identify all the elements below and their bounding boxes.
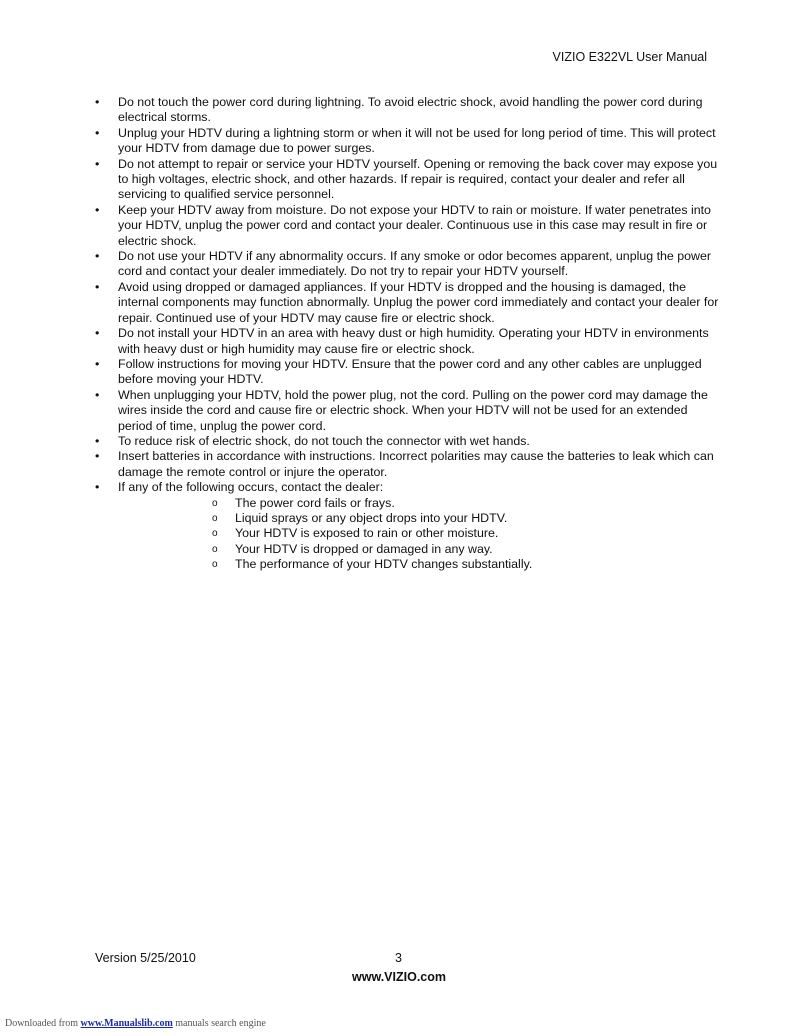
manualslib-link[interactable]: www.Manualslib.com [80, 1018, 173, 1029]
bullet-icon: • [95, 480, 100, 495]
list-item: • Follow instructions for moving your HDTV. Ensure that the power cord and any other cables are unplugged before moving your HDTV. [95, 356, 702, 387]
dealer-conditions-sublist [118, 496, 720, 573]
list-item: • Insert batteries in accordance with instructions. Incorrect polarities may cause the batteries to leak which can damage the remote control or injure the operator. [95, 449, 714, 479]
hollow-bullet-icon: o [212, 528, 218, 540]
safety-instructions-list [95, 95, 720, 573]
bullet-icon: • [95, 356, 100, 371]
list-item: • Do not use your HDTV if any abnormality occurs. If any smoke or odor becomes apparent, unplug the power cord and contact your dealer immediately. Do not try to repair your HDTV yourself. [95, 249, 711, 279]
hollow-bullet-icon: o [212, 497, 218, 509]
sublist-item: o The power cord fails or frays. [212, 495, 395, 510]
list-item: • Avoid using dropped or damaged appliances. If your HDTV is dropped and the housing is damaged, the internal components may function abnormally. Unplug the power cord immediately and contact your dealer for repair. Continued use of your HDTV may cause fire or electric shock. [95, 279, 719, 325]
list-item: • Keep your HDTV away from moisture. Do not expose your HDTV to rain or moisture. If water penetrates into your HDTV, unplug the power cord and contact your dealer. Continuous use in this case may result in fire or electric shock. [95, 202, 711, 248]
bullet-icon: • [95, 449, 100, 464]
bullet-icon: • [95, 279, 100, 294]
sublist-item: o Liquid sprays or any object drops into your HDTV. [212, 510, 508, 525]
hollow-bullet-icon: o [212, 543, 218, 555]
bullet-icon: • [95, 387, 100, 402]
sublist-item: o The performance of your HDTV changes substantially. [212, 557, 533, 572]
list-item: • When unplugging your HDTV, hold the power plug, not the cord. Pulling on the power cord may damage the wires inside the cord and cause fire or electric shock. When your HDTV will not be used for an extended period of time, unplug the power cord. [95, 387, 708, 433]
list-item: • Unplug your HDTV during a lightning storm or when it will not be used for long period of time. This will protect your HDTV from damage due to power surges. [95, 125, 716, 156]
list-item: • To reduce risk of electric shock, do not touch the connector with wet hands. [95, 433, 530, 448]
list-item: • Do not install your HDTV in an area with heavy dust or high humidity. Operating your HDTV in environments with heavy dust or high humidity may cause fire or electric shock. [95, 326, 709, 356]
footer-website: www.VIZIO.com [352, 970, 446, 984]
list-item: • If any of the following occurs, contact the dealer: o The power cord fails or frays. o Liquid sprays or any object drops into your HDTV. o Your HDTV is exposed to rain or other moisture. o Your HDTV is dropped or damaged in any way. o The performance of your HDTV changes substantially. [95, 480, 720, 572]
bullet-icon: • [95, 326, 100, 341]
page-number: 3 [395, 951, 402, 965]
download-watermark [5, 1018, 266, 1029]
list-item: • Do not touch the power cord during lightning. To avoid electric shock, avoid handling the power cord during electrical storms. [95, 95, 703, 125]
bullet-icon: • [95, 202, 100, 217]
list-item: • Do not attempt to repair or service your HDTV yourself. Opening or removing the back cover may expose you to high voltages, electric shock, and other hazards. If repair is required, contact your dealer and refer all servicing to qualified service personnel. [95, 156, 718, 202]
watermark-prefix: Downloaded from [5, 1018, 79, 1029]
hollow-bullet-icon: o [212, 512, 218, 524]
bullet-icon: • [95, 125, 100, 140]
footer-version: Version 5/25/2010 [95, 951, 196, 965]
bullet-icon: • [95, 433, 100, 448]
watermark-suffix: manuals search engine [175, 1018, 266, 1029]
sublist-item: o Your HDTV is dropped or damaged in any way. [212, 541, 493, 556]
hollow-bullet-icon: o [212, 559, 218, 571]
bullet-icon: • [95, 156, 100, 171]
bullet-icon: • [95, 249, 100, 264]
document-header-title: VIZIO E322VL User Manual [552, 50, 707, 64]
bullet-icon: • [95, 95, 100, 109]
sublist-item: o Your HDTV is exposed to rain or other moisture. [212, 526, 499, 541]
